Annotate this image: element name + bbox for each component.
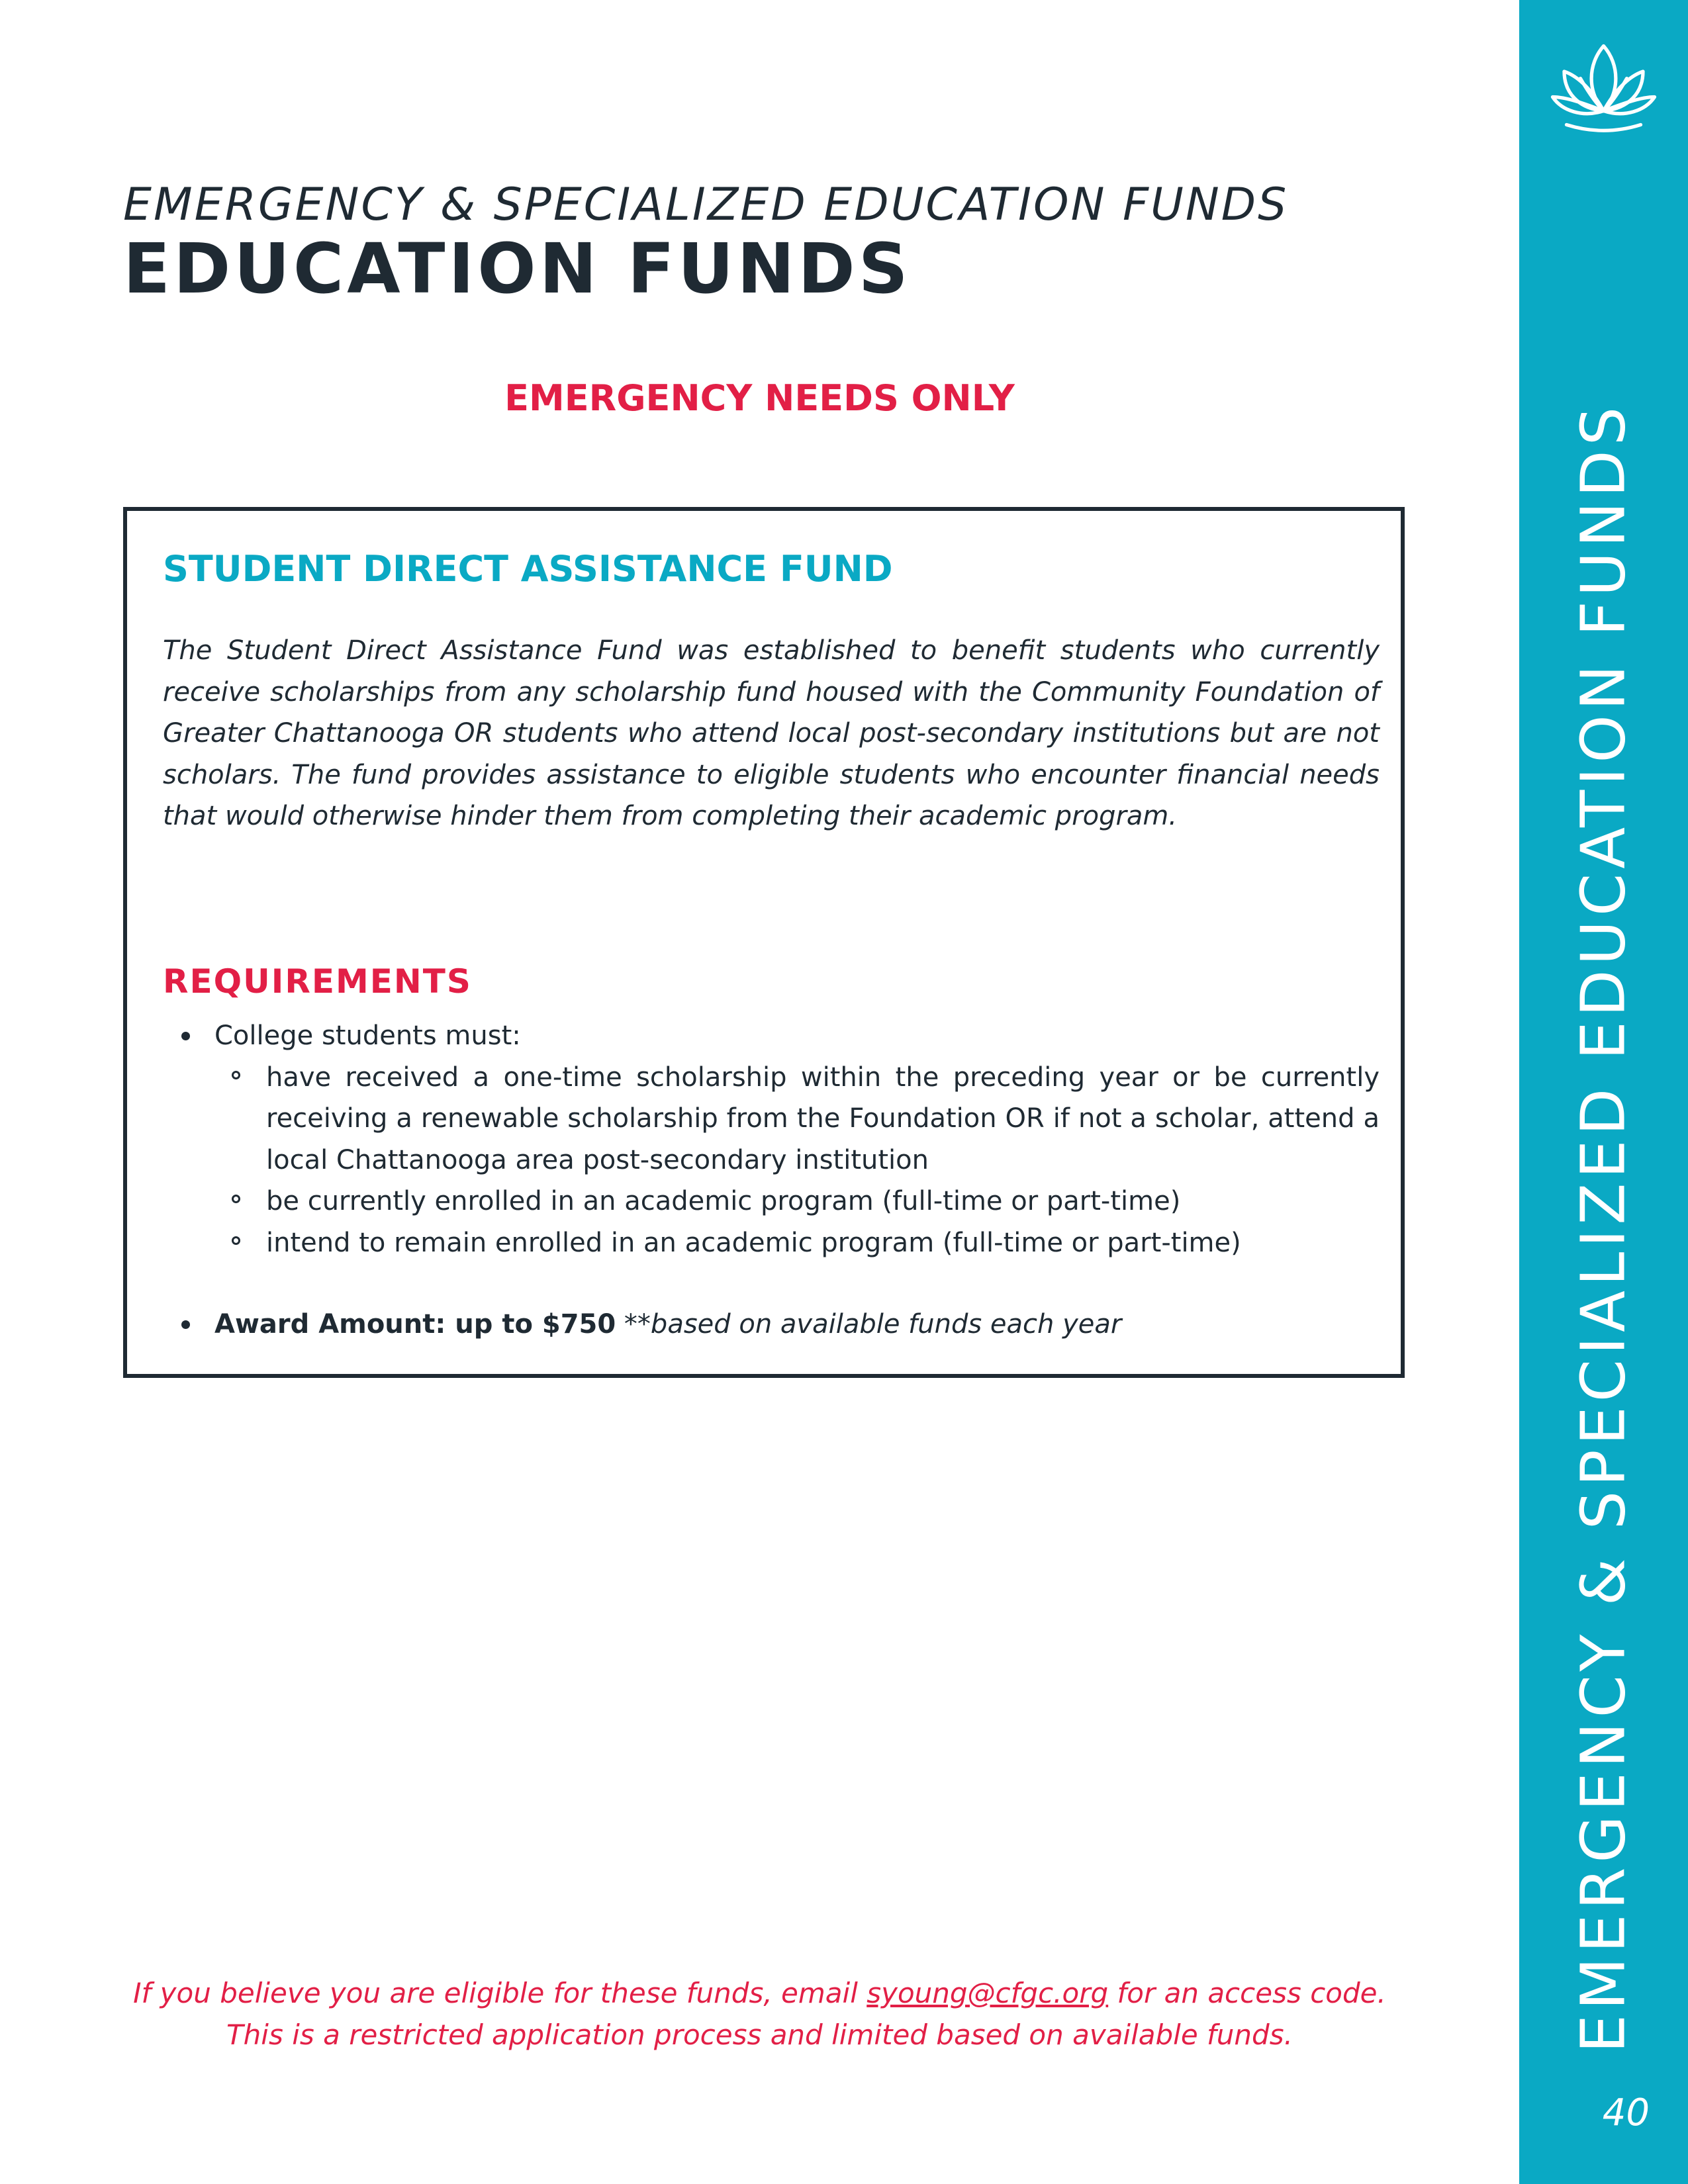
footer-text-before: If you believe you are eligible for these funds, email [133,1977,867,2009]
fund-description: The Student Direct Assistance Fund was established to benefit students who currently receive scholarships from any scholarship fund housed with the Community Foundation of Greater Chattanooga OR students who attend local post-secondary institutions but are not scholars. The fund provides assistance to eligible students who encounter financial needs that would otherwise hinder them from completing their academic program. [163,635,1380,831]
requirements-list [163,1015,1380,1345]
list-item [163,1015,1380,1057]
requirement-text: be currently enrolled in an academic program (full-time or part-time) [266,1186,1181,1216]
requirement-text: have received a one-time scholarship within the preceding year or be currently receiving a renewable scholarship from the Foundation OR if not a scholar, attend a local Chattanooga area post-secondary institution [266,1062,1380,1175]
page-title: EDUCATION FUNDS [123,228,912,309]
hollow-bullet-icon [232,1236,240,1245]
list-item [163,1057,1380,1181]
sidebar [1519,0,1688,2184]
footer-notice [0,1972,1519,2056]
footer-text-after: for an access code. [1108,1977,1386,2009]
fund-title: STUDENT DIRECT ASSISTANCE FUND [163,548,893,590]
award-amount [163,1304,1380,1345]
requirements-heading: REQUIREMENTS [163,962,472,1001]
page-subtitle: EMERGENCY & SPECIALIZED EDUCATION FUNDS [123,179,1289,231]
hollow-bullet-icon [232,1195,240,1203]
footer-line-1 [0,1972,1519,2014]
lotus-icon [1546,30,1662,146]
footer-line-2: This is a restricted application process and limited based on available funds. [226,2019,1293,2051]
sidebar-vertical-title: EMERGENCY & SPECIALIZED EDUCATION FUNDS [1568,402,1639,2054]
email-link[interactable]: syoung@cfgc.org [867,1977,1109,2009]
requirements-intro: College students must: [214,1021,521,1051]
award-note: **based on available funds each year [624,1309,1122,1340]
hollow-bullet-icon [232,1071,240,1079]
bullet-icon [181,1032,190,1040]
list-item [163,1181,1380,1222]
list-item [163,1222,1380,1264]
award-label: Award Amount: up to $750 [214,1309,616,1340]
emergency-needs-note: EMERGENCY NEEDS ONLY [504,377,1015,419]
fund-box [123,507,1405,1378]
page-number: 40 [1602,2091,1650,2134]
requirement-text: intend to remain enrolled in an academic program (full-time or part-time) [266,1227,1241,1258]
bullet-icon [181,1320,190,1329]
